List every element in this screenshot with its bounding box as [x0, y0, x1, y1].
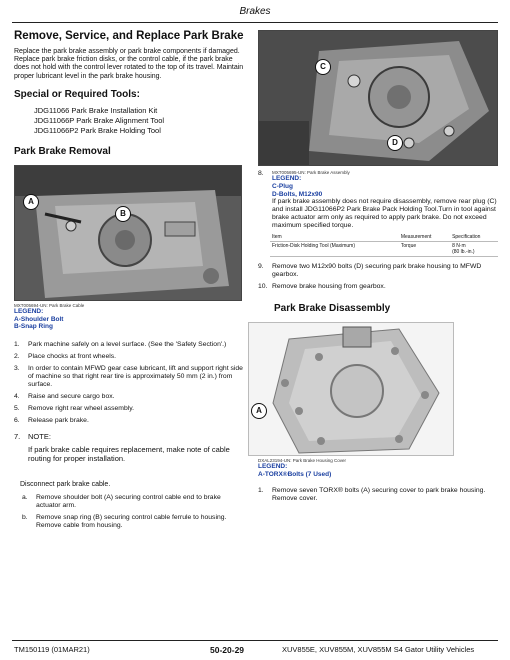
park-brake-assembly-photo [259, 31, 498, 166]
spec-header-measurement: Measurement [399, 233, 450, 242]
header-divider [12, 22, 498, 23]
step8-text: If park brake assembly does not require disassembly, remove rear plug (C) and install JDG11066P2 Park Brake Pack Holding Tool.Turn in tool against brake actuator arm only as required to apply park brake. Do not exceed maximum specified torque. [272, 198, 497, 229]
step-number: 8. [258, 170, 264, 177]
spec-row [270, 242, 498, 257]
substep-item: b. Remove snap ring (B) securing control cable ferrule to housing. Remove cable from housing. [22, 514, 227, 530]
intro-paragraph: Replace the park brake assembly or park brake components if damaged. Replace park brake friction disks, or the control cable, if the park brake does not hold with the control lever rotated to the top of its travel. Maintain proper lubricant level in the park brake housing. [14, 48, 244, 80]
footer-model-list: XUV855E, XUV855M, XUV855M S4 Gator Utility Vehicles [282, 645, 475, 654]
callout-c: C [315, 59, 331, 75]
step-item: 10. Remove brake housing from gearbox. [258, 283, 386, 290]
callout-b: B [115, 206, 131, 222]
legend-item: A-TORX®Bolts (7 Used) [258, 471, 332, 478]
page-header-title: Brakes [239, 6, 271, 17]
figure-park-brake-housing-cover [248, 322, 454, 456]
step-item: 2. Place chocks at front wheels. [14, 352, 117, 360]
removal-steps-continued [258, 263, 498, 291]
step-item: 6. Release park brake. [14, 416, 89, 424]
tools-list [14, 106, 246, 136]
legend-item: B-Snap Ring [14, 323, 53, 331]
park-brake-housing-cover-photo [249, 323, 454, 456]
footer-divider [12, 640, 498, 641]
tool-item: JDG11066P Park Brake Alignment Tool [34, 115, 165, 125]
callout-a: A [23, 194, 39, 210]
left-column [14, 30, 246, 534]
spec-table [270, 233, 498, 257]
figure-park-brake-assembly [258, 30, 498, 166]
spec-header-item: Item [270, 233, 399, 242]
spec-item: Friction-Disk Holding Tool (Maximum) [270, 242, 399, 257]
tool-item: JDG11066P2 Park Brake Holding Tool [34, 125, 161, 135]
step-item: 7. NOTE: [14, 431, 51, 441]
removal-title: Park Brake Removal [14, 145, 111, 157]
step8-block [258, 170, 498, 230]
spec-measurement: Torque [399, 242, 450, 257]
disassembly-title: Park Brake Disassembly [274, 303, 391, 314]
step-item: 3. In order to contain MFWD gear case lubricant, lift and support right side of machine so that right rear tire is approximately 50 mm (2 in.) from surface. [14, 364, 243, 388]
park-brake-cable-photo [15, 166, 242, 301]
substep-item: a. Remove shoulder bolt (A) securing control cable end to brake actuator arm. [22, 494, 221, 510]
figure-caption: MXT005694-UN: Park Brake Cable [14, 302, 85, 308]
spec-value: 8 N·m (80 lb.-in.) [450, 242, 498, 257]
section-title: Remove, Service, and Replace Park Brake [14, 30, 244, 42]
step-item: 9. Remove two M12x90 bolts (D) securing park brake housing to MFWD gearbox. [258, 263, 482, 278]
legend-item: C-Plug [272, 183, 293, 190]
step-item: 1. Remove seven TORX® bolts (A) securing cover to park brake housing. Remove cover. [258, 486, 486, 502]
figure-caption: MXT005695-UN: Park Brake Assembly [272, 170, 350, 175]
spec-header-row [270, 233, 498, 242]
tools-title: Special or Required Tools: [14, 88, 140, 100]
legend-item: A-Shoulder Bolt [14, 315, 64, 323]
legend-title: LEGEND: [14, 307, 44, 315]
figure-park-brake-cable [14, 165, 242, 301]
spec-header-specification: Specification [450, 233, 498, 242]
legend-title: LEGEND: [258, 463, 288, 470]
legend-item: D-Bolts, M12x90 [272, 190, 323, 198]
step-item: 4. Raise and secure cargo box. [14, 392, 115, 400]
callout-a-torx: A [251, 403, 267, 419]
substeps [14, 494, 246, 530]
removal-steps [14, 341, 246, 441]
note-text: If park brake cable requires replacement, make note of cable routing for proper installation. [28, 444, 230, 463]
tool-item: JDG11066 Park Brake Installation Kit [34, 105, 158, 115]
disconnect-text: Disconnect park brake cable. [20, 480, 111, 488]
figure-caption: DXAL23194-UN: Park Brake Housing Cover [258, 458, 347, 463]
footer-page-number: 50-20-29 [210, 645, 245, 655]
disassembly-steps [258, 487, 498, 503]
callout-d: D [387, 135, 403, 151]
step-item: 5. Remove right rear wheel assembly. [14, 404, 135, 412]
right-column [258, 30, 498, 507]
legend-title: LEGEND: [272, 175, 302, 182]
footer-doc-id: TM150119 (01MAR21) [14, 645, 90, 654]
step-item: 1. Park machine safely on a level surface. (See the 'Safety Section'.) [14, 340, 227, 348]
